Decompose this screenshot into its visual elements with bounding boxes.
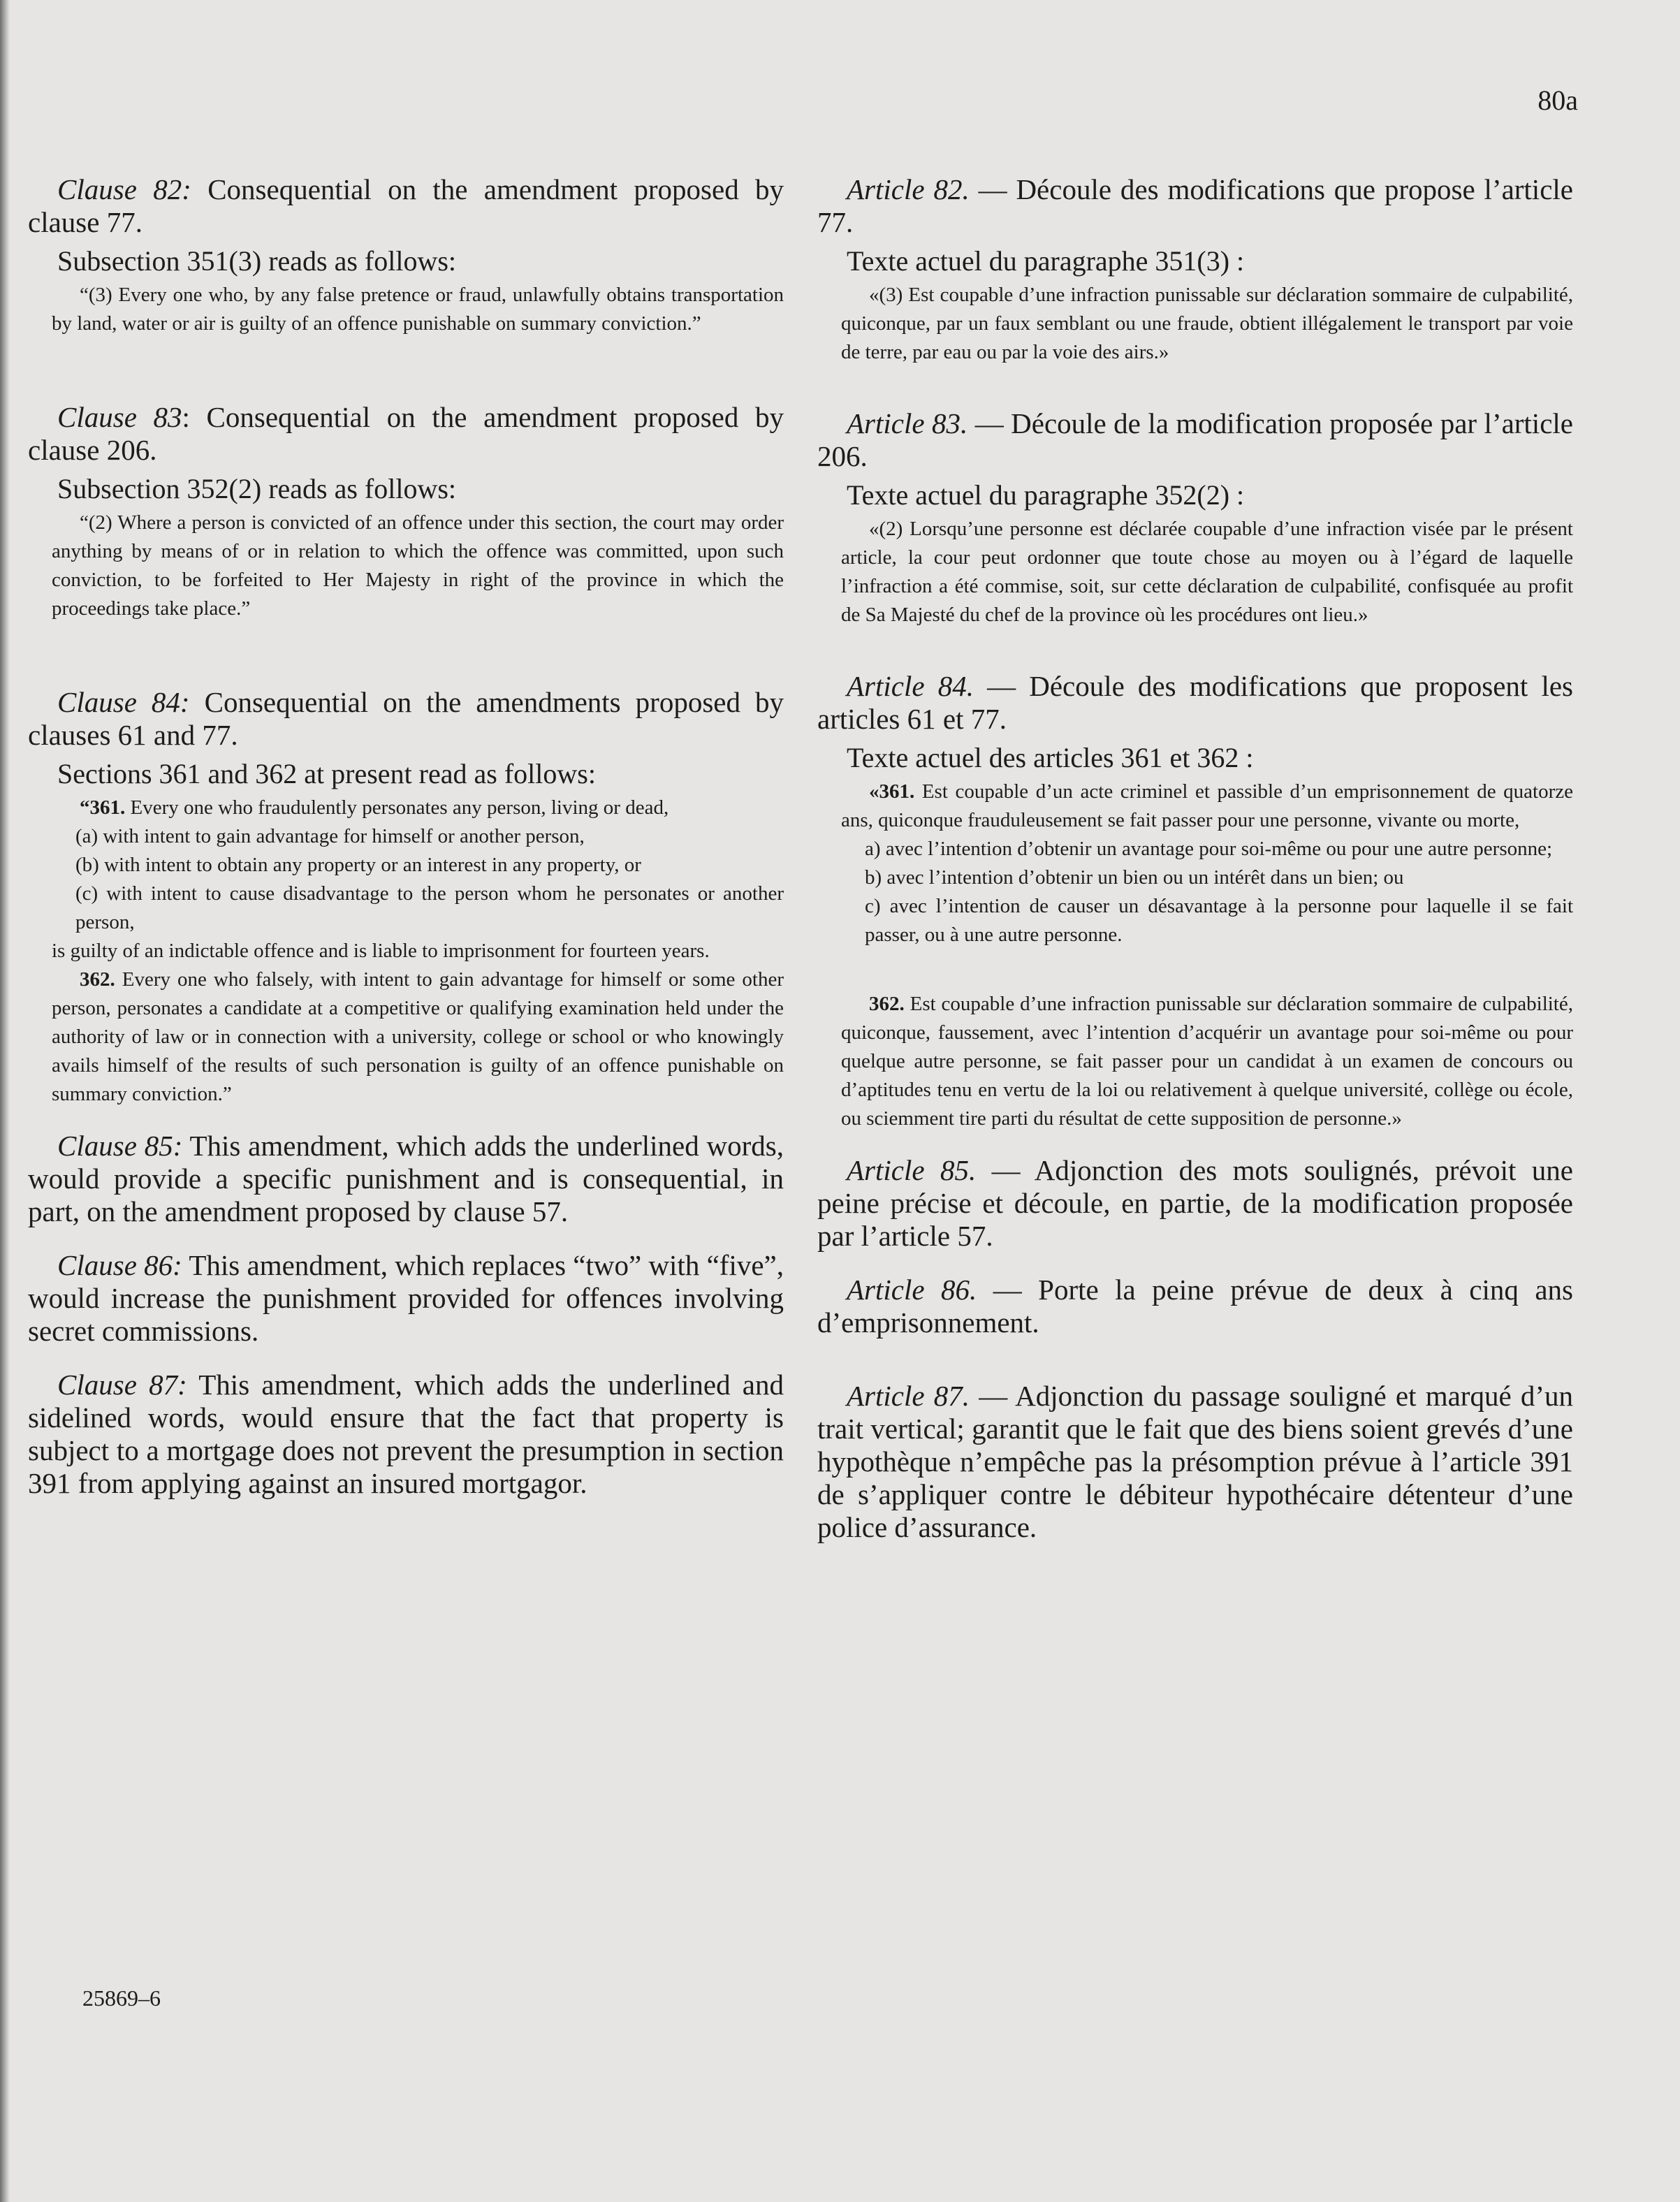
article-84-lead: Article 84. xyxy=(847,670,974,702)
article-85-note xyxy=(817,1154,1573,1253)
article-361-para-c: c) avec l’intention de causer un désavantage à la personne pour laquelle il se fait passer, ou à une autre personne. xyxy=(865,895,1573,946)
article-361-body: Est coupable d’un acte criminel et passible d’un emprisonnement de quatorze ans, quiconque frauduleusement se fait passer pour une personne, vivante ou morte, xyxy=(841,780,1573,831)
clause-84-lead: Clause 84: xyxy=(57,686,190,718)
section-361-para-a: (a) with intent to gain advantage for himself or another person, xyxy=(75,825,585,847)
clause-86-note xyxy=(28,1249,784,1348)
article-86-lead: Article 86. xyxy=(847,1274,977,1306)
clause-82-quote: “(3) Every one who, by any false pretence or fraud, unlawfully obtains transportation by land, water or air is guilty of an offence punishable on summary conviction.” xyxy=(52,284,784,335)
section-362-text xyxy=(52,965,784,1109)
clause-83-lead: Clause 83 xyxy=(57,401,182,433)
article-82-body: — Découle des modifications que propose l’article 77. xyxy=(817,173,1573,238)
article-82-note xyxy=(817,173,1573,367)
french-column xyxy=(817,173,1573,1544)
article-83-lead: Article 83. xyxy=(847,407,968,439)
clause-86-body: This amendment, which replaces “two” with “five”, would increase the punishment provided for offences involving secret commissions. xyxy=(28,1249,784,1347)
article-84-note xyxy=(817,670,1573,1133)
section-362-body: Every one who falsely, with intent to gain advantage for himself or some other person, personates a candidate at a competitive or qualifying examination held under the authority of law or in connection with a university, college or school or who knowingly avails himself of the results of such personation is guilty of an offence punishable on summary conviction.” xyxy=(52,968,784,1105)
article-85-lead: Article 85. xyxy=(847,1154,977,1186)
article-83-quote: «(2) Lorsqu’une personne est déclarée coupable d’une infraction visée par le présent article, la cour peut ordonner que toute chose au moyen ou à l’égard de laquelle l’infraction a été commise, soit, sur cette déclaration de culpabilité, confisquée au profit de Sa Majesté du chef de la province où les procédures ont lieu.» xyxy=(841,518,1573,626)
clause-82-subhead: Subsection 351(3) reads as follows: xyxy=(57,245,457,277)
article-87-note xyxy=(817,1380,1573,1544)
article-84-text xyxy=(817,670,1573,736)
clause-82-lead: Clause 82: xyxy=(57,173,191,205)
article-362-text xyxy=(841,990,1573,1133)
clause-85-body: This amendment, which adds the underlined words, would provide a specific punishment and is consequential, in part, on the amendment proposed by clause 57. xyxy=(28,1130,784,1227)
article-362-body: Est coupable d’une infraction punissable sur déclaration sommaire de culpabilité, quiconque, faussement, avec l’intention d’acquérir un avantage pour soi-même ou pour quelque autre personne, se fait passer pour un candidat à un examen de concours ou d’aptitudes tenu en vertu de la loi ou relativement à quelque université, collège ou école, ou sciemment tire parti du résultat de cette supposition de personne.» xyxy=(841,993,1573,1130)
clause-84-subhead: Sections 361 and 362 at present read as follows: xyxy=(57,758,596,789)
english-column xyxy=(28,173,784,1500)
article-87-body: — Adjonction du passage souligné et marqué d’un trait vertical; garantit que le fait que des biens soient grevés d’une hypothèque n’empêche pas la présomption prévue à l’article 391 de s’appliquer contre le débiteur hypothécaire détenteur d’une police d’assurance. xyxy=(817,1380,1573,1543)
clause-83-text xyxy=(28,401,784,467)
article-83-note xyxy=(817,407,1573,629)
article-82-quote: «(3) Est coupable d’une infraction punissable sur déclaration sommaire de culpabilité, quiconque, par un faux semblant ou une fraude, obtient illégalement le transport par voie de terre, par eau ou par la voie des airs.» xyxy=(841,284,1573,363)
clause-85-lead: Clause 85: xyxy=(57,1130,183,1162)
section-361-tail: is guilty of an indictable offence and is liable to imprisonment for fourteen years. xyxy=(52,940,710,962)
section-361-para-c: (c) with intent to cause disadvantage to the person whom he personates or another person, xyxy=(75,882,784,933)
clause-82-note xyxy=(28,173,784,338)
section-362-number: 362. xyxy=(80,968,115,991)
article-85-body: — Adjonction des mots soulignés, prévoit une peine précise et découle, en partie, de la modification proposée par l’article 57. xyxy=(817,1154,1573,1252)
clause-82-text xyxy=(28,173,784,239)
article-83-text xyxy=(817,407,1573,473)
section-361-para-b: (b) with intent to obtain any property or an interest in any property, or xyxy=(75,854,641,876)
article-361-para-a: a) avec l’intention d’obtenir un avantage pour soi-même ou pour une autre personne; xyxy=(865,838,1553,860)
article-86-note xyxy=(817,1274,1573,1339)
page-number: 80a xyxy=(1537,85,1578,116)
article-82-subhead: Texte actuel du paragraphe 351(3) : xyxy=(847,245,1245,277)
clause-84-note xyxy=(28,686,784,1109)
section-361-number: “361. xyxy=(80,796,126,819)
article-86-body: — Porte la peine prévue de deux à cinq ans d’emprisonnement. xyxy=(817,1274,1573,1339)
clause-86-lead: Clause 86: xyxy=(57,1249,182,1281)
print-code: 25869–6 xyxy=(82,1985,161,2011)
section-361-body: Every one who fraudulently personates any person, living or dead, xyxy=(125,796,669,819)
section-361-text xyxy=(52,794,784,822)
clause-83-note xyxy=(28,401,784,623)
article-362-number: 362. xyxy=(869,993,905,1015)
article-84-subhead: Texte actuel des articles 361 et 362 : xyxy=(847,742,1254,773)
clause-83-body: : Consequential on the amendment proposed by clause 206. xyxy=(28,401,784,466)
clause-84-text xyxy=(28,686,784,752)
article-83-subhead: Texte actuel du paragraphe 352(2) : xyxy=(847,479,1245,511)
article-82-lead: Article 82. xyxy=(847,173,970,205)
article-361-para-b: b) avec l’intention d’obtenir un bien ou un intérêt dans un bien; ou xyxy=(865,866,1404,889)
article-84-body: — Découle des modifications que proposent les articles 61 et 77. xyxy=(817,670,1573,735)
clause-87-note xyxy=(28,1369,784,1500)
clause-87-lead: Clause 87: xyxy=(57,1369,187,1401)
clause-83-subhead: Subsection 352(2) reads as follows: xyxy=(57,473,457,504)
clause-83-quote: “(2) Where a person is convicted of an offence under this section, the court may order anything by means of or in relation to which the offence was committed, upon such conviction, to be forfeited to Her Majesty in right of the province in which the proceedings take place.” xyxy=(52,511,784,620)
article-82-text xyxy=(817,173,1573,239)
page-binding-edge xyxy=(0,0,10,2202)
article-361-number: «361. xyxy=(869,780,915,803)
article-83-body: — Découle de la modification proposée par l’article 206. xyxy=(817,407,1573,472)
article-361-text xyxy=(841,778,1573,835)
clause-84-body: Consequential on the amendments proposed by clauses 61 and 77. xyxy=(28,686,784,751)
clause-82-body: Consequential on the amendment proposed by clause 77. xyxy=(28,173,784,238)
clause-87-body: This amendment, which adds the underlined and sidelined words, would ensure that the fact that property is subject to a mortgage does not prevent the presumption in section 391 from applying against an insured mortgagor. xyxy=(28,1369,784,1499)
clause-85-note xyxy=(28,1130,784,1228)
article-87-lead: Article 87. xyxy=(847,1380,970,1412)
